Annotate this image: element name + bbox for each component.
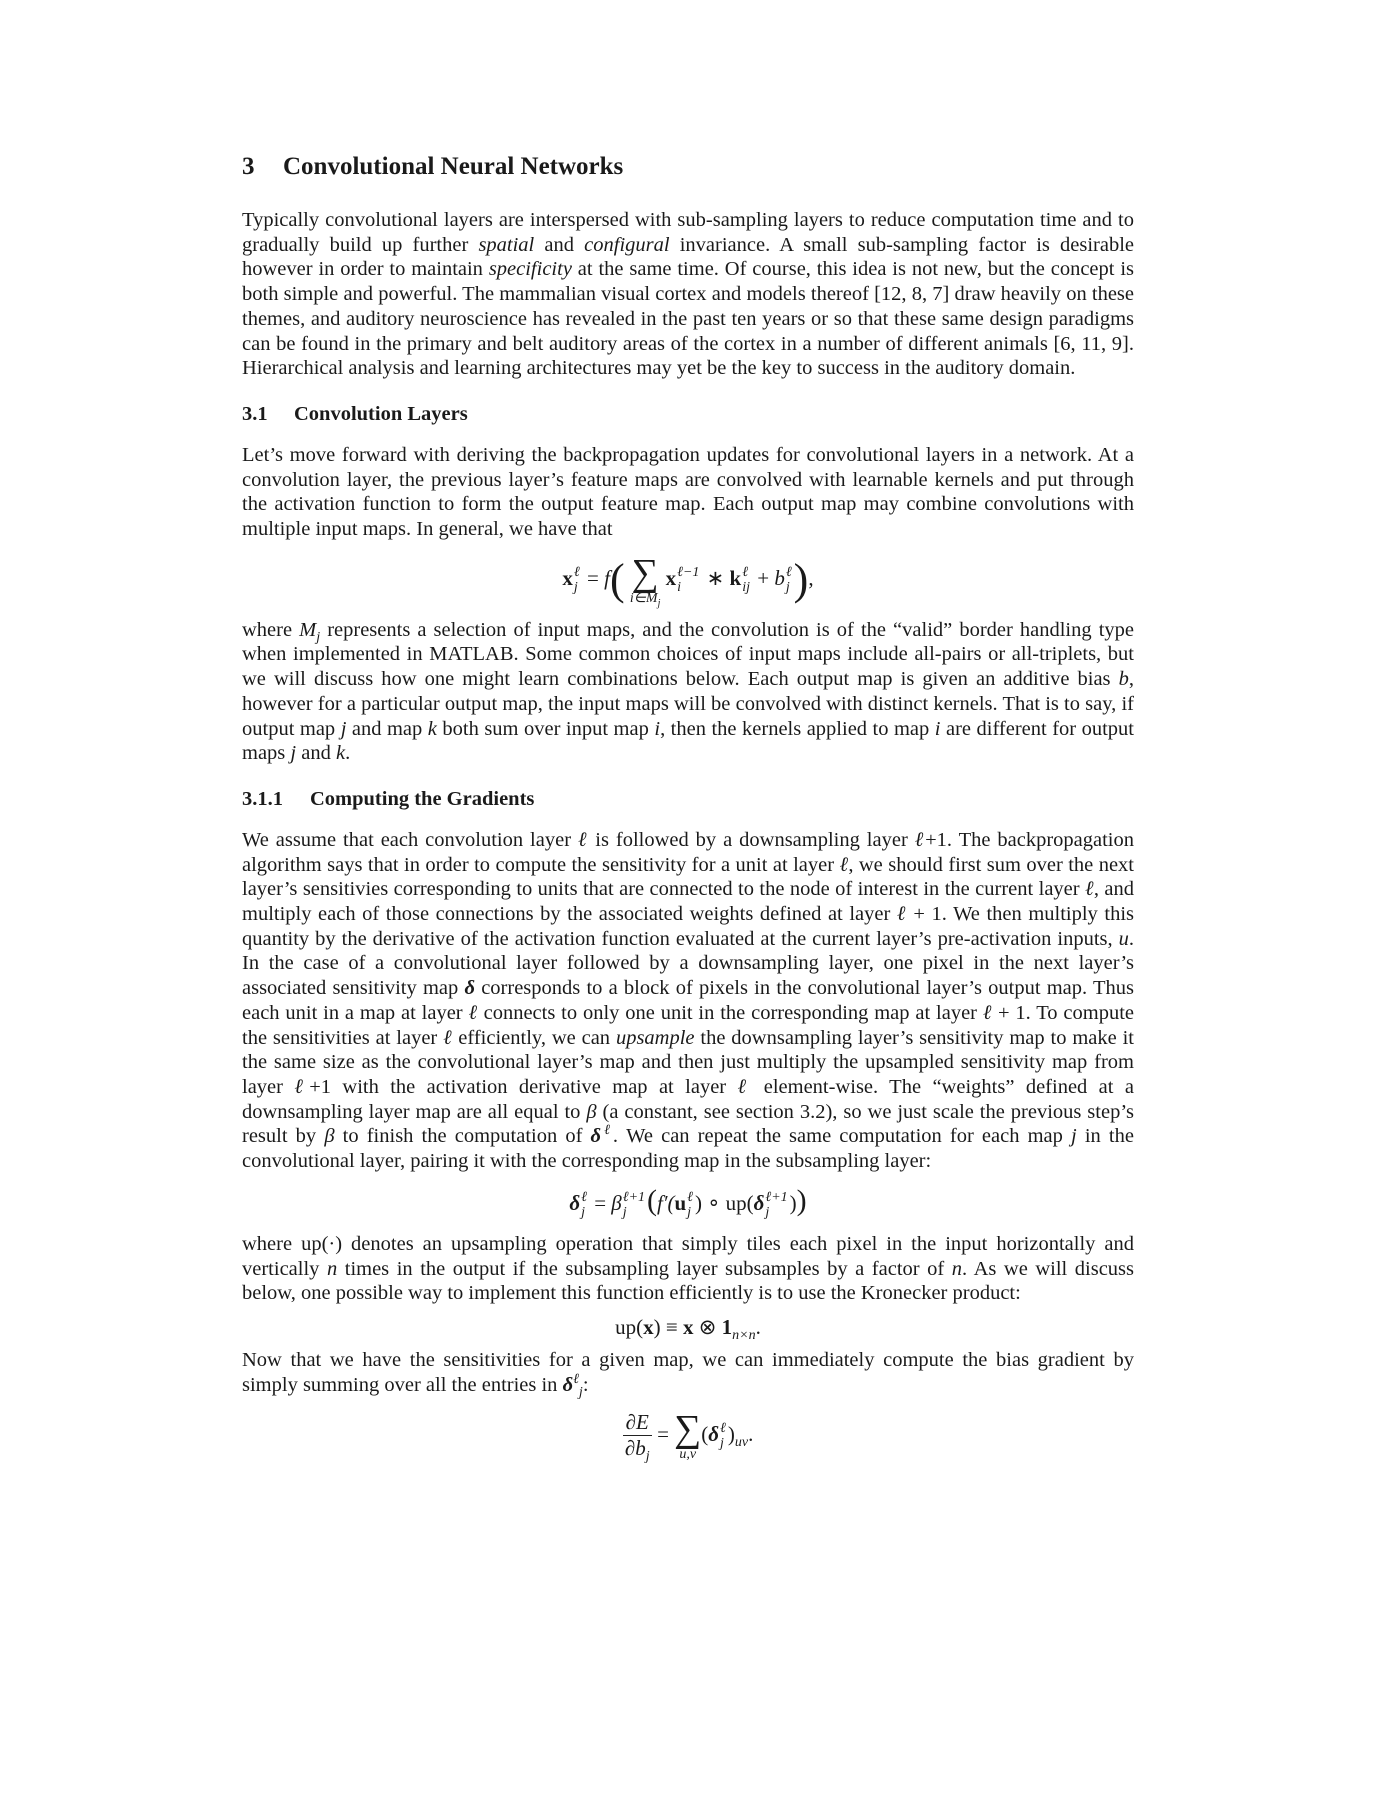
subsubsection-heading bbox=[242, 786, 1134, 812]
text-run: (a constant, see section 3.2), so we just scale the previous step’s result by bbox=[242, 1100, 1134, 1148]
text-run: and bbox=[296, 742, 336, 765]
equation-sensitivity: δ ℓ j = β ℓ+1 j (f′(u ℓ j ) ∘ up(δ ℓ+1 j )) bbox=[569, 1183, 807, 1220]
math-inline: ℓ bbox=[982, 1001, 993, 1024]
text-run: . As we will discuss below, one possible way to implement this function efficiently is to use the Kronecker product: bbox=[242, 1257, 1135, 1305]
section-heading bbox=[242, 150, 1134, 184]
math-symbol: n×n bbox=[732, 1328, 756, 1344]
math-inline: i bbox=[934, 717, 941, 740]
equation-bias-gradient: $\frac{\partial E}{\partial b_j}$ = ∑ u,v (δ ℓ j )$_{uv}$. bbox=[242, 1410, 1134, 1462]
section-title: Convolutional Neural Networks bbox=[283, 153, 624, 180]
math-symbol: ℓ bbox=[720, 1420, 726, 1436]
math-symbol: x bbox=[683, 1315, 694, 1340]
math-symbol: x bbox=[562, 565, 573, 590]
math-symbol: uv bbox=[734, 1434, 749, 1450]
text-run: , we should first sum over the next layer’s sensitivies corresponding to units that are connected to the node of interest in the current layer bbox=[242, 853, 1134, 901]
math-symbol: x bbox=[665, 565, 677, 590]
math-symbol: ℓ−1 bbox=[677, 564, 700, 580]
math-inline: ℓ bbox=[573, 1371, 579, 1387]
math-symbol: = bbox=[588, 1190, 612, 1215]
math-symbol: u bbox=[674, 1190, 687, 1215]
math-inline: ℓ bbox=[914, 828, 926, 851]
math-inline: j bbox=[290, 742, 297, 765]
math-symbol: ℓ+1 bbox=[765, 1189, 788, 1205]
math-symbol: , bbox=[808, 565, 814, 590]
text-run: , however for a particular output map, the input maps will be convolved with distinct kernels. That is to say, if output map bbox=[242, 668, 1134, 740]
math-symbol: f bbox=[604, 565, 610, 590]
paper-page bbox=[242, 150, 1134, 1474]
text-run: . In the case of a convolutional layer followed by a downsampling layer, one pixel in the next layer’s associated sensitivity map bbox=[242, 927, 1134, 1000]
text-run: Typically convolutional layers are interspersed with sub-sampling layers to reduce computation time and to gradually build up further bbox=[242, 209, 1134, 256]
math-symbol: ) bbox=[789, 1190, 797, 1215]
math-symbol: ℓ bbox=[785, 564, 792, 580]
math-inline: δ bbox=[464, 977, 475, 1000]
math-symbol: i bbox=[677, 579, 682, 595]
text-run: where bbox=[242, 1232, 302, 1255]
math-inline: n bbox=[326, 1257, 338, 1280]
math-inline: ℓ bbox=[294, 1075, 310, 1098]
math-inline: β bbox=[324, 1125, 335, 1148]
math-symbol: ℓ bbox=[687, 1189, 693, 1205]
math-symbol: ∗ bbox=[706, 565, 725, 590]
math-inline: β bbox=[586, 1100, 597, 1123]
text-run: + 1. We then multiply this quantity by the derivative of the activation function evaluated at the current layer’s pre-activation inputs, bbox=[242, 903, 1134, 950]
math-inline: ℓ bbox=[443, 1026, 453, 1049]
math-inline: configural bbox=[584, 233, 670, 256]
math-inline: u bbox=[1118, 927, 1129, 950]
math-symbol: ℓ bbox=[581, 1189, 587, 1205]
math-symbol: = bbox=[657, 1421, 675, 1446]
math-symbol: δ bbox=[569, 1190, 581, 1215]
text-run: Now that we have the sensitivities for a given map, we can immediately compute the bias gradient by simply summing over all the entries in bbox=[242, 1349, 1134, 1396]
math-inline: ℓ bbox=[839, 853, 849, 876]
math-inline: ℓ bbox=[896, 903, 907, 926]
math-symbol: ij bbox=[742, 579, 750, 595]
text-run: both sum over input map bbox=[436, 717, 655, 740]
math-inline: δ bbox=[590, 1125, 602, 1148]
math-inline: n bbox=[951, 1257, 963, 1280]
math-inline: j bbox=[578, 1384, 583, 1400]
math-inline: M bbox=[299, 618, 317, 641]
math-symbol: j bbox=[657, 597, 661, 609]
math-inline: specificity bbox=[488, 258, 572, 281]
paragraph-gradients bbox=[242, 828, 1134, 1174]
math-inline: ℓ bbox=[577, 828, 589, 851]
subsection-heading bbox=[242, 401, 1134, 427]
math-symbol: b bbox=[774, 565, 785, 590]
text-run: Let’s move forward with deriving the backpropagation updates for convolutional layers in a network. At a convolution layer, the previous layer’s feature maps are convolved with learnable kernels and put through the activation function to form the output feature map. Each output map may combine convolutions with multiple input maps. In general, we have that bbox=[242, 443, 1134, 541]
math-inline: ℓ bbox=[601, 1123, 613, 1139]
math-symbol: ) ∘ up( bbox=[694, 1190, 754, 1215]
math-symbol: ℓ bbox=[573, 564, 580, 580]
text-run: efficiently, we can bbox=[452, 1026, 616, 1049]
math-inline: ℓ bbox=[468, 1001, 478, 1024]
text-run: + 1. To compute the sensitivities at layer bbox=[242, 1001, 1134, 1049]
math-symbol: u,v bbox=[679, 1446, 697, 1462]
subsection-title: Convolution Layers bbox=[294, 402, 468, 425]
math-symbol: x bbox=[643, 1315, 654, 1340]
subsubsection-number: 3.1.1 bbox=[242, 787, 283, 810]
math-symbol: ) ≡ bbox=[653, 1315, 684, 1340]
math-inline: k bbox=[335, 742, 346, 765]
text-run: is followed by a downsampling layer bbox=[588, 828, 915, 851]
text-run: at the same time. Of course, this idea is not new, but the concept is both simple and powerful. The mammalian visual cortex and models thereof [12, 8, 7] draw heavily on these themes, and auditory neuroscience has revealed in the past ten years or so that these same design paradigms can be found in the primary and belt auditory areas of the cortex in a number of different animals [6, 11, 9]. Hierarchical analysis and learning architectures may yet be the key to success in the auditory domain. bbox=[242, 258, 1135, 380]
math-symbol: f′( bbox=[657, 1190, 675, 1215]
text-run: represents a selection of input maps, and the convolution is of the “valid” border handling type when implemented in MATLAB. Some common choices of input maps include all-pairs or all-triplets, but we will discuss how one might learn combinations below. Each output map is given an additive bias bbox=[242, 618, 1134, 691]
math-symbol: ℓ+1 bbox=[622, 1189, 646, 1205]
math-inline: j bbox=[340, 717, 347, 740]
subsection-number: 3.1 bbox=[242, 402, 268, 425]
math-symbol: ℓ bbox=[742, 564, 749, 580]
math-symbol: j bbox=[622, 1204, 627, 1220]
paragraph-input-maps bbox=[242, 618, 1134, 766]
math-inline: i bbox=[654, 717, 661, 740]
paragraph-upsampling bbox=[242, 1232, 1134, 1306]
math-symbol: j bbox=[573, 579, 578, 595]
text-run: We assume that each convolution layer bbox=[242, 828, 578, 851]
text-run: the downsampling layer’s sensitivity map to make it the same size as the convolutional layer’s map and then just multiply the upsampled sensitivity map from layer bbox=[242, 1026, 1134, 1098]
math-symbol: j bbox=[785, 579, 790, 595]
math-symbol: . bbox=[755, 1315, 761, 1340]
text-run: are different for output maps bbox=[242, 717, 1134, 765]
math-symbol: up( bbox=[615, 1315, 644, 1340]
math-inline: ℓ bbox=[1085, 878, 1094, 901]
text-run: and bbox=[534, 233, 585, 256]
text-run: up(·) bbox=[301, 1232, 343, 1255]
math-inline: j bbox=[1071, 1125, 1077, 1148]
subsubsection-title: Computing the Gradients bbox=[310, 787, 535, 810]
math-symbol: ∂E bbox=[623, 1410, 652, 1436]
math-symbol: δ bbox=[708, 1421, 720, 1446]
math-inline: b bbox=[1118, 668, 1129, 691]
text-run: times in the output if the subsampling layer subsamples by a factor of bbox=[337, 1257, 952, 1280]
math-inline: k bbox=[427, 717, 437, 740]
text-run: corresponds to a block of pixels in the convolutional layer’s output map. Thus each unit in a map at layer bbox=[242, 977, 1134, 1024]
paragraph-intro bbox=[242, 208, 1134, 381]
text-run: . We can repeat the same computation for each map bbox=[612, 1125, 1072, 1148]
math-inline: upsample bbox=[615, 1026, 695, 1049]
math-symbol: 1 bbox=[721, 1315, 733, 1340]
math-symbol: ∂b bbox=[624, 1436, 646, 1460]
math-symbol: j bbox=[765, 1204, 770, 1220]
text-run: : bbox=[582, 1373, 589, 1396]
math-symbol: j bbox=[645, 1449, 650, 1465]
paragraph-bias-gradient bbox=[242, 1348, 1134, 1400]
equation-convolution: x ℓ j = f( ∑ $i\in M_j$ x ℓ−1 i ∗ k ℓ ij + b ℓ j ), bbox=[562, 551, 814, 609]
paragraph-convolution-layers bbox=[242, 443, 1134, 542]
math-inline: δ bbox=[562, 1373, 574, 1396]
math-symbol: β bbox=[611, 1190, 622, 1215]
text-run: to finish the computation of bbox=[334, 1125, 591, 1148]
math-inline: spatial bbox=[478, 233, 535, 256]
text-run: +1 with the activation derivative map at layer bbox=[309, 1075, 738, 1098]
math-symbol: . bbox=[748, 1421, 754, 1446]
math-symbol: j bbox=[581, 1204, 585, 1220]
section-number: 3 bbox=[242, 153, 255, 180]
text-run: . bbox=[345, 742, 351, 765]
text-run: element-wise. The “weights” defined at a downsampling layer map are all equal to bbox=[242, 1075, 1134, 1123]
text-run: in the convolutional layer, pairing it with the corresponding map in the subsampling layer: bbox=[242, 1125, 1134, 1173]
math-symbol: j bbox=[720, 1435, 724, 1451]
text-run: , then the kernels applied to map bbox=[660, 717, 935, 740]
math-inline: ℓ bbox=[737, 1075, 753, 1098]
text-run: +1. The backpropagation algorithm says that in order to compute the sensitivity for a unit at layer bbox=[242, 828, 1134, 876]
text-run: connects to only one unit in the corresponding map at layer bbox=[477, 1001, 983, 1024]
equation-kronecker bbox=[242, 1312, 1134, 1342]
math-symbol: k bbox=[729, 565, 742, 590]
math-symbol: ⊗ bbox=[693, 1315, 722, 1340]
text-run: where bbox=[242, 618, 300, 641]
math-symbol: δ bbox=[753, 1190, 765, 1215]
text-run: and map bbox=[346, 717, 428, 740]
math-symbol: i∈M bbox=[629, 590, 658, 606]
text-run: , and multiply each of those connections by the associated weights defined at layer bbox=[242, 878, 1134, 926]
text-run: invariance. A small sub-sampling factor is desirable however in order to maintain bbox=[242, 233, 1135, 281]
text-run: denotes an upsampling operation that simply tiles each pixel in the input horizontally and vertically bbox=[242, 1232, 1134, 1280]
math-symbol: j bbox=[687, 1204, 692, 1220]
math-inline: j bbox=[316, 629, 321, 645]
